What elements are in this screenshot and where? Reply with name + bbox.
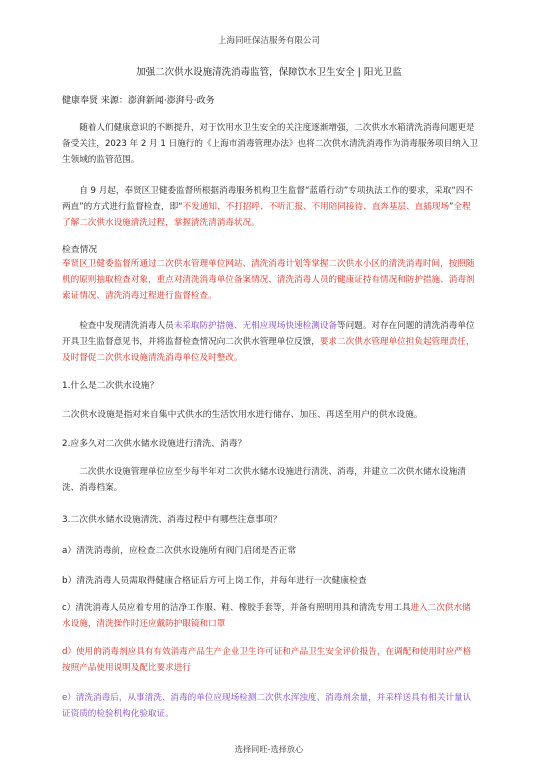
- section-heading-check: 检查情况: [62, 245, 98, 255]
- note-c: [62, 600, 478, 632]
- inspection-paragraph: [62, 183, 478, 231]
- findings-text-purple: 未采取防护措施、无相应现场快速检测设备: [173, 321, 338, 331]
- check-paragraph: 奉贤区卫健委监督所通过二次供水管理单位网站、清洗消毒计划等掌握二次供水小区的清洗消毒时间，按照随机的原则抽取检查对象，重点对清洗消毒单位备案情况、清洗消毒人员的健康证持有情况和防护措施、消毒剂索证情况、清洗消毒过程进行监督检查。: [62, 259, 475, 301]
- company-header: 上海同旺保洁服务有限公司: [217, 36, 320, 46]
- inspection-text-red2: 全程了解二次供水设施清洗过程，掌握清洗清消毒状况。: [62, 202, 471, 228]
- inspection-text-red: 不发通知、不打招呼、不听汇报、不用陪同接待、直奔基层、直插现场: [182, 202, 450, 212]
- note-c-red: 进入二次供水储水设施，清洗操作时还应戴防护眼镜和口罩: [62, 603, 471, 629]
- inspection-text-a: 自 9 月起，奉贤区卫健委监督所根据消毒服务机构卫生监督“蓝盾行动”专项执法工作的要求，采取“四不两直”的方式进行监督检查，即“: [62, 186, 474, 212]
- answer-1: 二次供水设施是指对来自集中式供水的生活饮用水进行储存、加压、再送至用户的供水设施。: [62, 410, 423, 420]
- question-1: 1.什么是二次供水设施？: [62, 381, 159, 391]
- findings-text-red: 要求二次供水管理单位担负起管理责任，及时督促二次供水设施清洗消毒单位及时整改。: [62, 337, 475, 363]
- note-a: a）清洗消毒前，应检查二次供水设施所有阀门启闭是否正常: [62, 546, 297, 556]
- findings-text-b: 等问题。对存在问题的清洗消毒单位开具卫生监督意见书，并将监督检查情况向二次供水管理单位反馈，: [62, 321, 475, 347]
- article-source: 健康奉贤 来源：澎湃新闻·澎湃号·政务: [62, 96, 215, 106]
- note-c-text: c）清洗消毒人员应着专用的洁净工作服、鞋、橡胶手套等，并备有照明用具和清洗专用工具: [62, 603, 411, 613]
- footer-slogan: 选择同旺-选择放心: [234, 744, 304, 754]
- findings-text-a: 检查中发现清洗消毒人员: [79, 321, 174, 331]
- article-title: 加强二次供水设施清洗消毒监管，保障饮水卫生安全 | 阳光卫监: [136, 67, 402, 78]
- inspection-text-b: ”: [449, 202, 454, 212]
- question-3: 3.二次供水储水设施清洗、消毒过程中有哪些注意事项？: [62, 515, 282, 525]
- findings-paragraph: [62, 318, 478, 366]
- note-e: e）清洗消毒后，从事清洗、消毒的单位应现场检测二次供水浑浊度、消毒剂余量，并采样送具有相关计量认证资质的检验机构化验取证。: [62, 693, 472, 719]
- note-b: b）清洗消毒人员需取得健康合格证后方可上岗工作，并每年进行一次健康检查: [62, 576, 367, 586]
- intro-paragraph: 随着人们健康意识的不断提升，对于饮用水卫生安全的关注度逐渐增强，二次供水水箱清洗消毒问题更是备受关注，2023 年 2 月 1 日施行的《上海市消毒管理办法》也将二次供水清洗消毒作为消毒服务项目纳入卫生领域的监管范围。: [62, 123, 478, 165]
- note-d: d）使用的消毒剂应具有有效消毒产品生产企业卫生许可证和产品卫生安全评价报告，在调配和使用时应严格按照产品使用说明及配比要求进行: [62, 647, 472, 673]
- question-2: 2.应多久对二次供水储水设施进行清洗、消毒？: [62, 439, 247, 449]
- answer-2: 二次供水设施管理单位应至少每半年对二次供水储水设施进行清洗、消毒，并建立二次供水储水设施清洗、消毒档案。: [62, 467, 466, 493]
